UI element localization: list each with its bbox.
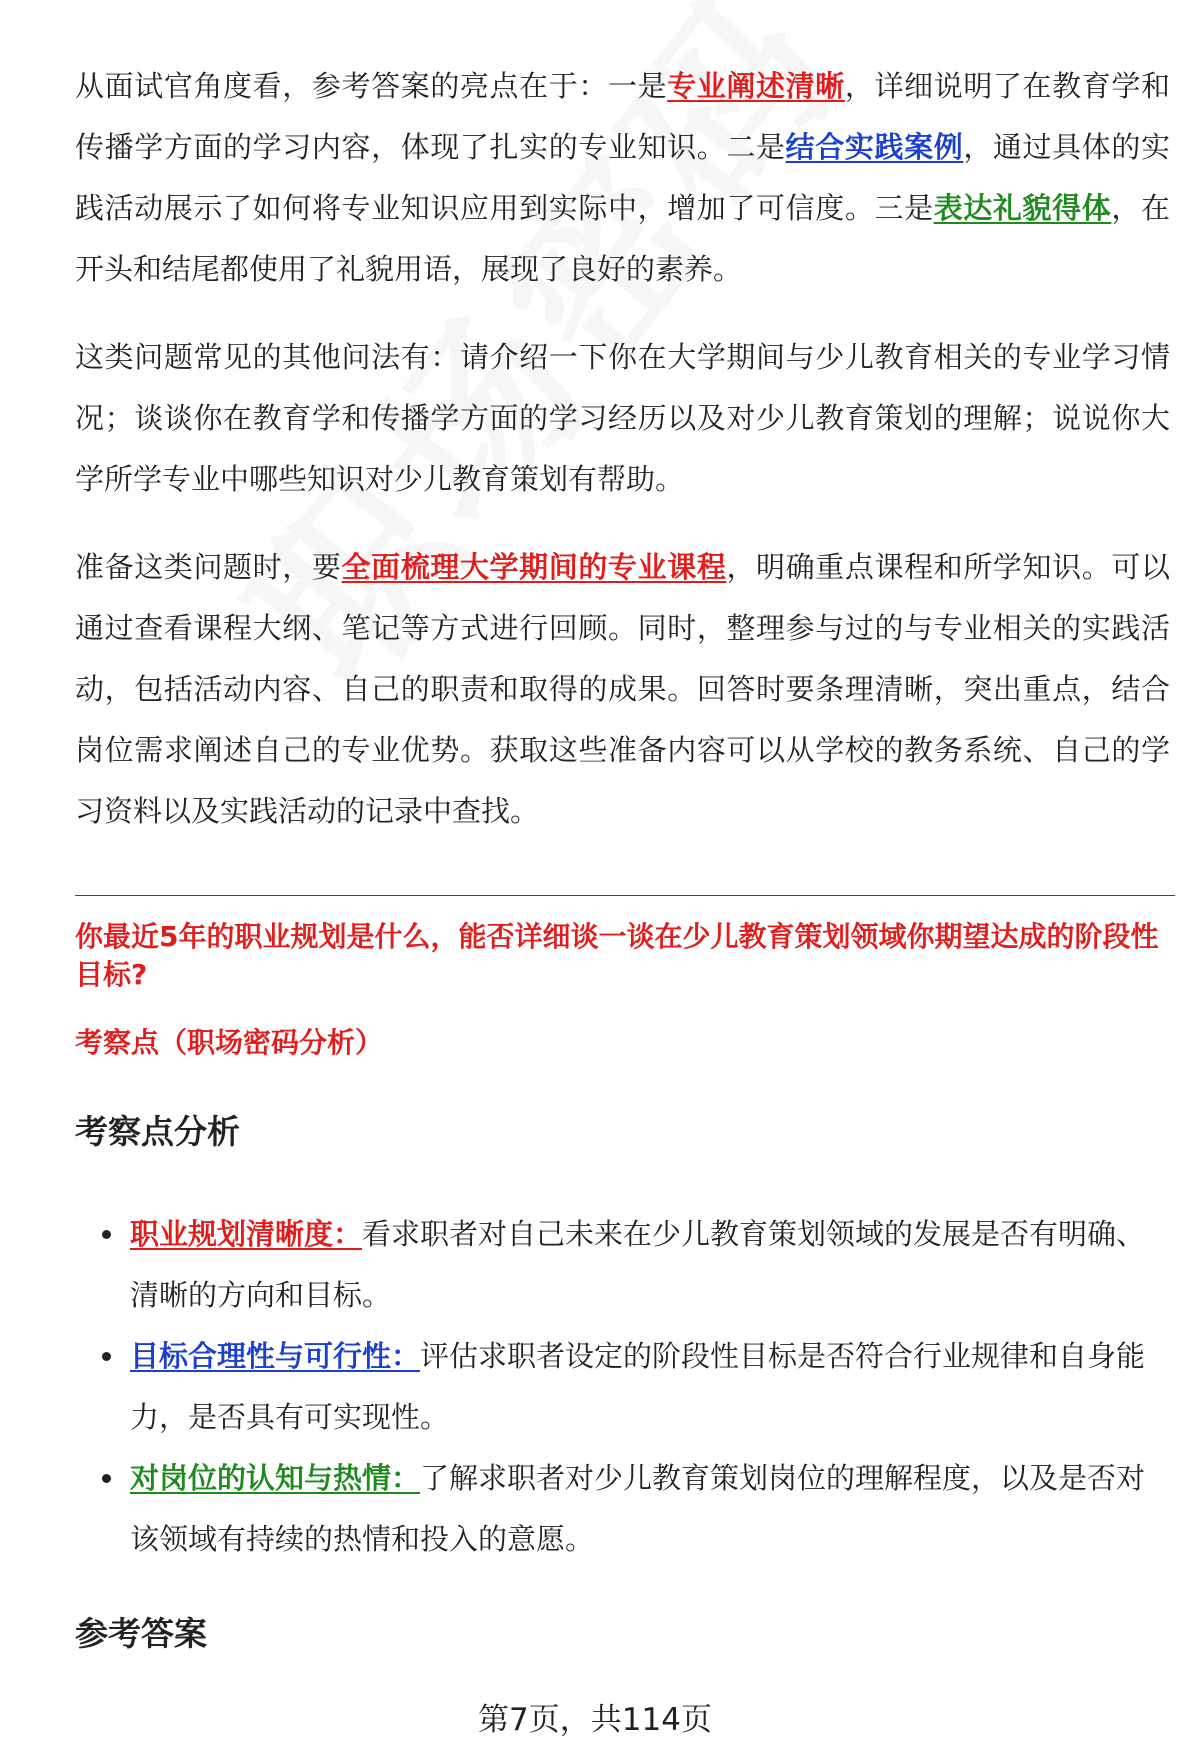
highlights-paragraph — [75, 56, 1170, 300]
highlight-practice-cases: 结合实践案例 — [785, 130, 964, 164]
content-body — [75, 56, 1170, 842]
interview-question: 你最近5年的职业规划是什么，能否详细谈一谈在少儿教育策划领域你期望达成的阶段性目标? — [75, 920, 1159, 991]
paragraph-text: ，通过具体的实践活动展示了如何将专业知识应用到实际中，增加了可信度。三是 — [75, 130, 1170, 225]
analysis-list — [98, 1204, 1158, 1570]
reference-answer-heading: 参考答案 — [75, 1614, 207, 1653]
list-item-label: 目标合理性与可行性： — [130, 1339, 421, 1373]
list-item — [98, 1204, 1158, 1326]
preparation-paragraph — [75, 537, 1170, 842]
highlight-polite-expression: 表达礼貌得体 — [933, 191, 1112, 225]
list-item-label: 职业规划清晰度： — [130, 1217, 363, 1251]
paragraph-text: ，在开头和结尾都使用了礼貌用语，展现了良好的素养。 — [75, 191, 1170, 286]
highlight-review-courses: 全面梳理大学期间的专业课程 — [341, 550, 727, 584]
alternative-questions-paragraph: 这类问题常见的其他问法有：请介绍一下你在大学期间与少儿教育相关的专业学习情况；谈谈你在教育学和传播学方面的学习经历以及对少儿教育策划的理解；说说你大学所学专业中哪些知识对少儿教育策划有帮助。 — [75, 340, 1170, 496]
bullet-icon — [102, 1230, 111, 1239]
paragraph-text: 准备这类问题时，要 — [75, 550, 342, 584]
list-item-text: 看求职者对自己未来在少儿教育策划领域的发展是否有明确、清晰的方向和目标。 — [130, 1217, 1146, 1312]
analysis-heading: 考察点分析 — [75, 1112, 240, 1151]
bullet-icon — [102, 1474, 111, 1483]
list-item — [98, 1448, 1158, 1570]
bullet-icon — [102, 1352, 111, 1361]
list-item-text: 评估求职者设定的阶段性目标是否符合行业规律和自身能力，是否具有可实现性。 — [130, 1339, 1146, 1434]
list-item-text: 了解求职者对少儿教育策划岗位的理解程度，以及是否对该领域有持续的热情和投入的意愿。 — [130, 1461, 1146, 1556]
section-divider — [75, 895, 1175, 896]
paragraph-text: ，详细说明了在教育学和传播学方面的学习内容，体现了扎实的专业知识。二是 — [75, 69, 1170, 164]
paragraph-text: 从面试官角度看，参考答案的亮点在于：一是 — [75, 69, 668, 103]
list-item — [98, 1326, 1158, 1448]
page-number: 第7页，共114页 — [478, 1702, 712, 1738]
paragraph-text: ，明确重点课程和所学知识。可以通过查看课程大纲、笔记等方式进行回顾。同时，整理参与过的与专业相关的实践活动，包括活动内容、自己的职责和取得的成果。回答时要条理清晰，突出重点，结合岗位需求阐述自己的专业优势。获取这些准备内容可以从学校的教务系统、自己的学习资料以及实践活动的记录中查找。 — [75, 550, 1170, 828]
list-item-label: 对岗位的认知与热情： — [130, 1461, 421, 1495]
assessment-point-label: 考察点（职场密码分析） — [75, 1026, 384, 1059]
highlight-professional-clarity: 专业阐述清晰 — [667, 69, 845, 103]
